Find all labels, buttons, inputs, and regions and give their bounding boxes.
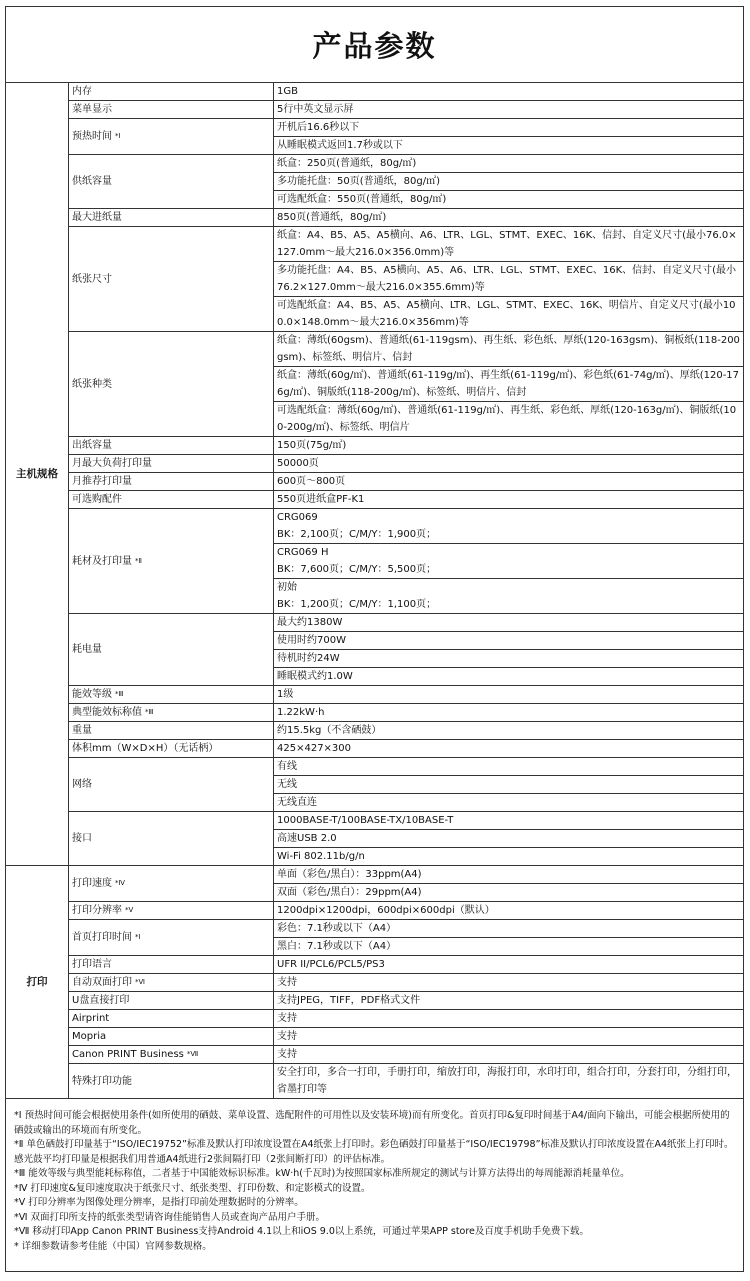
- spec-value: [274, 137, 745, 155]
- spec-value-line: 纸盒：薄纸(60g/㎡)、普通纸(61-119g/㎡)、再生纸(61-119g/㎡)、彩色纸(61-74g/㎡)、厚纸(120-176g/㎡)、铜版纸(118-200g/㎡)、标签纸、明信片、信封: [277, 370, 740, 398]
- footnote-mark: *Ⅲ: [145, 708, 154, 716]
- table-row: [6, 119, 744, 137]
- spec-label-text: 最大进纸量: [72, 212, 122, 223]
- spec-label: [69, 83, 274, 101]
- spec-value: [274, 227, 745, 262]
- footnote-mark: *Ⅰ: [135, 933, 141, 941]
- spec-label: [69, 758, 274, 812]
- spec-value: [274, 866, 745, 884]
- spec-value-line: 无线直连: [277, 797, 317, 808]
- spec-value: [274, 632, 745, 650]
- spec-label-text: 能效等级: [72, 689, 112, 700]
- table-row: [6, 920, 744, 938]
- spec-value: [274, 473, 745, 491]
- table-row: [6, 614, 744, 632]
- spec-label-text: 月最大负荷打印量: [72, 458, 152, 469]
- spec-value: [274, 101, 745, 119]
- spec-value-line: CRG069 H: [277, 547, 329, 558]
- spec-value-line: 多功能托盘：50页(普通纸，80g/㎡): [277, 176, 440, 187]
- spec-label: [69, 866, 274, 902]
- table-row: [6, 509, 744, 544]
- spec-value-line: 纸盒：A4、B5、A5、A5横向、A6、LTR、LGL、STMT、EXEC、16K、信封、自定义尺寸(最小76.0×127.0mm～最大216.0×356.0mm)等: [277, 230, 737, 258]
- footnote: *Ⅴ 打印分辨率为图像处理分辨率，是指打印前处理数据时的分辨率。: [14, 1197, 304, 1208]
- spec-value: [274, 402, 745, 437]
- spec-value-line: 1级: [277, 689, 294, 700]
- spec-value: [274, 956, 745, 974]
- page-title: 产品参数: [6, 7, 743, 83]
- spec-label: [69, 1010, 274, 1028]
- spec-value: [274, 437, 745, 455]
- table-row: [6, 1028, 744, 1046]
- footnote-mark: *Ⅰ: [115, 132, 121, 140]
- spec-label-text: 体积mm（W×D×H）（无话柄）: [72, 743, 219, 754]
- spec-value: [274, 974, 745, 992]
- spec-label: [69, 101, 274, 119]
- footnote: *Ⅱ 单色硒鼓打印量基于“ISO/IEC19752”标准及默认打印浓度设置在A4纸张上打印时。彩色硒鼓打印量基于“ISO/IEC19798”标准及默认打印浓度设置在A4纸张上打印时。感光鼓平均打印量是根据我们用普通A4纸进行2张间隔打印（2张间断打印）的评估标准。: [14, 1139, 734, 1165]
- spec-value: [274, 812, 745, 830]
- footnote-mark: *Ⅵ: [135, 978, 145, 986]
- spec-value-line: BK：1,200页；C/M/Y：1,100页；: [277, 599, 437, 610]
- table-row: [6, 956, 744, 974]
- spec-label-text: 可选购配件: [72, 494, 122, 505]
- spec-value: [274, 758, 745, 776]
- spec-value-line: 约15.5kg（不含硒鼓）: [277, 725, 382, 736]
- spec-label: [69, 1028, 274, 1046]
- spec-value: [274, 614, 745, 632]
- table-row: [6, 437, 744, 455]
- spec-value: [274, 740, 745, 758]
- footnote: *Ⅲ 能效等级与典型能耗标称值，二者基于中国能效标识标准。kW·h(千瓦时)为按照国家标准所规定的测试与计算方法得出的每周能源消耗量单位。: [14, 1168, 630, 1179]
- table-row: [6, 473, 744, 491]
- spec-value-line: BK：2,100页；C/M/Y：1,900页；: [277, 529, 437, 540]
- footnote-mark: *Ⅴ: [125, 906, 134, 914]
- spec-value-line: Wi-Fi 802.11b/g/n: [277, 851, 365, 862]
- table-row: [6, 455, 744, 473]
- spec-value-line: 开机后16.6秒以下: [277, 122, 360, 133]
- spec-label: [69, 740, 274, 758]
- spec-value-line: 550页进纸盒PF-K1: [277, 494, 365, 505]
- footnote: * 详细参数请参考佳能（中国）官网参数规格。: [14, 1240, 212, 1252]
- table-row: [6, 1010, 744, 1028]
- footnote: *Ⅰ 预热时间可能会根据使用条件(如所使用的硒鼓、菜单设置、选配附件的可用性以及安装环境)而有所变化。首页打印&复印时间基于A4/面向下输出，可能会根据所使用的硒鼓或输出的环境而有所变化。: [14, 1110, 730, 1136]
- spec-value: [274, 704, 745, 722]
- table-row: [6, 704, 744, 722]
- spec-value-line: 850页(普通纸，80g/㎡): [277, 212, 387, 223]
- spec-sheet: [5, 6, 744, 1272]
- spec-value-line: 最大约1380W: [277, 617, 343, 628]
- spec-value-line: 1.22kW·h: [277, 707, 325, 718]
- spec-label: [69, 227, 274, 332]
- spec-label: [69, 1064, 274, 1099]
- spec-label-text: Airprint: [72, 1013, 110, 1024]
- spec-value-line: 425×427×300: [277, 743, 352, 754]
- spec-value-line: 600页～800页: [277, 476, 346, 487]
- spec-label-text: 出纸容量: [72, 440, 112, 451]
- footnotes: [6, 1099, 743, 1254]
- spec-value: [274, 1046, 745, 1064]
- spec-value: [274, 509, 745, 544]
- spec-value-line: 1000BASE-T/100BASE-TX/10BASE-T: [277, 815, 454, 826]
- footnote-mark: *Ⅱ: [135, 556, 142, 565]
- spec-label-text: 接口: [72, 833, 92, 844]
- table-row: [6, 866, 744, 884]
- spec-value: [274, 455, 745, 473]
- spec-value: [274, 1064, 745, 1099]
- spec-label: [69, 509, 274, 614]
- section-label: 打印: [6, 866, 69, 1099]
- spec-value-line: 双面（彩色/黑白）：29ppm(A4): [277, 887, 422, 898]
- spec-value-line: 使用时约700W: [277, 635, 346, 646]
- footnote: *Ⅵ 双面打印所支持的纸张类型请咨询佳能销售人员或查询产品用户手册。: [14, 1211, 326, 1223]
- spec-table: [6, 83, 744, 1099]
- spec-value-line: BK：7,600页；C/M/Y：5,500页；: [277, 564, 437, 575]
- spec-value: [274, 794, 745, 812]
- spec-value: [274, 776, 745, 794]
- spec-value: [274, 938, 745, 956]
- spec-value-line: 黑白：7.1秒或以下（A4）: [277, 941, 397, 952]
- spec-label: [69, 974, 274, 992]
- spec-value-line: 1GB: [277, 86, 298, 97]
- spec-label: [69, 722, 274, 740]
- spec-label: [69, 614, 274, 686]
- table-row: [6, 1064, 744, 1099]
- spec-value: [274, 848, 745, 866]
- footnote-mark: *Ⅳ: [115, 879, 125, 887]
- spec-label-text: 内存: [72, 86, 92, 97]
- spec-label: [69, 473, 274, 491]
- spec-label: [69, 992, 274, 1010]
- table-row: [6, 101, 744, 119]
- spec-value-line: 支持: [277, 1031, 297, 1042]
- spec-label-text: 特殊打印功能: [72, 1075, 132, 1087]
- table-row: [6, 491, 744, 509]
- spec-value: [274, 902, 745, 920]
- table-row: [6, 332, 744, 367]
- spec-value-line: 安全打印，多合一打印，手册打印，缩放打印，海报打印，水印打印，组合打印，分套打印，分组打印，省墨打印等: [277, 1067, 737, 1095]
- spec-value-line: 可选配纸盒：550页(普通纸，80g/㎡): [277, 194, 447, 205]
- spec-label-text: Mopria: [72, 1031, 107, 1042]
- spec-value: [274, 262, 745, 297]
- spec-label: [69, 1046, 274, 1064]
- spec-label: [69, 437, 274, 455]
- spec-label: [69, 332, 274, 437]
- spec-value: [274, 83, 745, 101]
- spec-label-text: 打印分辨率: [72, 905, 122, 916]
- table-row: [6, 992, 744, 1010]
- table-row: [6, 974, 744, 992]
- spec-value-line: 可选配纸盒：薄纸(60g/㎡)、普通纸(61-119g/㎡)、再生纸、彩色纸、厚纸(120-163g/㎡)、铜版纸(100-200g/㎡)、标签纸、明信片: [277, 405, 737, 433]
- spec-value: [274, 367, 745, 402]
- footnote-mark: *Ⅲ: [115, 690, 124, 698]
- spec-label-text: 月推荐打印量: [72, 476, 132, 487]
- spec-label-text: 打印语言: [72, 959, 112, 970]
- spec-label: [69, 455, 274, 473]
- spec-label-text: Canon PRINT Business: [72, 1049, 184, 1060]
- table-row: [6, 227, 744, 262]
- spec-value-line: 纸盒：薄纸(60gsm)、普通纸(61-119gsm)、再生纸、彩色纸、厚纸(120-163gsm)、铜板纸(118-200gsm)、标签纸、明信片、信封: [277, 335, 740, 363]
- spec-value-line: CRG069: [277, 512, 318, 523]
- spec-value-line: 无线: [277, 779, 297, 790]
- footnote: *Ⅶ 移动打印App Canon PRINT Business支持Android 4.1以上和iOS 9.0以上系统，可通过苹果APP store及百度手机助手免费下载。: [14, 1226, 589, 1237]
- spec-value: [274, 544, 745, 579]
- spec-value: [274, 884, 745, 902]
- spec-value: [274, 992, 745, 1010]
- spec-label-text: 耗电量: [72, 644, 102, 655]
- spec-value-line: 支持: [277, 1013, 297, 1024]
- spec-value: [274, 119, 745, 137]
- spec-label: [69, 704, 274, 722]
- spec-value-line: 50000页: [277, 458, 319, 469]
- spec-value-line: 从睡眠模式返回1.7秒或以下: [277, 140, 403, 151]
- spec-value-line: 支持: [277, 1049, 297, 1060]
- table-row: [6, 722, 744, 740]
- spec-value-line: 初始: [277, 582, 297, 593]
- spec-value: [274, 1028, 745, 1046]
- spec-label-text: 耗材及打印量: [72, 555, 132, 567]
- spec-value-line: 150页(75g/㎡): [277, 440, 347, 451]
- table-row: [6, 209, 744, 227]
- table-row: [6, 686, 744, 704]
- spec-value-line: 睡眠模式约1.0W: [277, 671, 353, 682]
- table-row: [6, 155, 744, 173]
- spec-label-text: 纸张尺寸: [72, 273, 112, 285]
- spec-value-line: UFR II/PCL6/PCL5/PS3: [277, 959, 385, 970]
- spec-value-line: 支持JPEG，TIFF，PDF格式文件: [277, 995, 421, 1006]
- spec-value: [274, 491, 745, 509]
- spec-value-line: 1200dpi×1200dpi，600dpi×600dpi（默认）: [277, 905, 495, 916]
- spec-value: [274, 297, 745, 332]
- spec-label-text: 供纸容量: [72, 176, 112, 187]
- spec-label-text: 重量: [72, 725, 92, 736]
- spec-label-text: U盘直接打印: [72, 995, 130, 1006]
- spec-label-text: 首页打印时间: [72, 932, 132, 943]
- spec-label-text: 菜单显示: [72, 104, 112, 115]
- spec-label-text: 典型能效标称值: [72, 707, 142, 718]
- spec-value: [274, 686, 745, 704]
- spec-value-line: 多功能托盘：A4、B5、A5横向、A5、A6、LTR、LGL、STMT、EXEC、16K、信封、自定义尺寸(最小76.2×127.0mm～最大216.0×355.6mm)等: [277, 265, 737, 293]
- spec-label: [69, 686, 274, 704]
- spec-value: [274, 1010, 745, 1028]
- spec-value-line: 待机时约24W: [277, 653, 340, 664]
- spec-value-line: 单面（彩色/黑白）：33ppm(A4): [277, 869, 422, 880]
- spec-value-line: 5行中英文显示屏: [277, 104, 354, 115]
- spec-label: [69, 119, 274, 155]
- spec-label-text: 自动双面打印: [72, 977, 132, 988]
- spec-value: [274, 173, 745, 191]
- spec-value: [274, 155, 745, 173]
- spec-value: [274, 920, 745, 938]
- spec-value: [274, 650, 745, 668]
- table-row: [6, 812, 744, 830]
- table-row: [6, 83, 744, 101]
- section-label: 主机规格: [6, 83, 69, 866]
- spec-value-line: 有线: [277, 761, 297, 772]
- spec-label-text: 网络: [72, 779, 92, 790]
- spec-label: [69, 491, 274, 509]
- spec-label-text: 打印速度: [72, 878, 112, 889]
- table-row: [6, 758, 744, 776]
- spec-value: [274, 209, 745, 227]
- spec-value: [274, 579, 745, 614]
- footnote-mark: *Ⅶ: [186, 1050, 199, 1058]
- spec-value: [274, 191, 745, 209]
- spec-label-text: 纸张种类: [72, 378, 112, 390]
- spec-label: [69, 902, 274, 920]
- spec-label: [69, 956, 274, 974]
- spec-label-text: 预热时间: [72, 131, 112, 142]
- spec-value-line: 可选配纸盒：A4、B5、A5、A5横向、LTR、LGL、STMT、EXEC、16K、明信片、自定义尺寸(最小100.0×148.0mm～最大216.0×356mm)等: [277, 300, 736, 328]
- table-row: [6, 1046, 744, 1064]
- spec-value: [274, 668, 745, 686]
- spec-value-line: 高速USB 2.0: [277, 833, 337, 844]
- spec-label: [69, 155, 274, 209]
- table-row: [6, 902, 744, 920]
- spec-value-line: 纸盒：250页(普通纸，80g/㎡): [277, 158, 417, 169]
- table-row: [6, 740, 744, 758]
- spec-label: [69, 812, 274, 866]
- spec-label: [69, 920, 274, 956]
- spec-label: [69, 209, 274, 227]
- spec-value-line: 支持: [277, 977, 297, 988]
- footnote: *Ⅳ 打印速度&复印速度取决于纸张尺寸、纸张类型、打印份数、和定影模式的设置。: [14, 1182, 371, 1194]
- spec-value: [274, 332, 745, 367]
- spec-value-line: 彩色：7.1秒或以下（A4）: [277, 923, 397, 934]
- spec-value: [274, 830, 745, 848]
- spec-value: [274, 722, 745, 740]
